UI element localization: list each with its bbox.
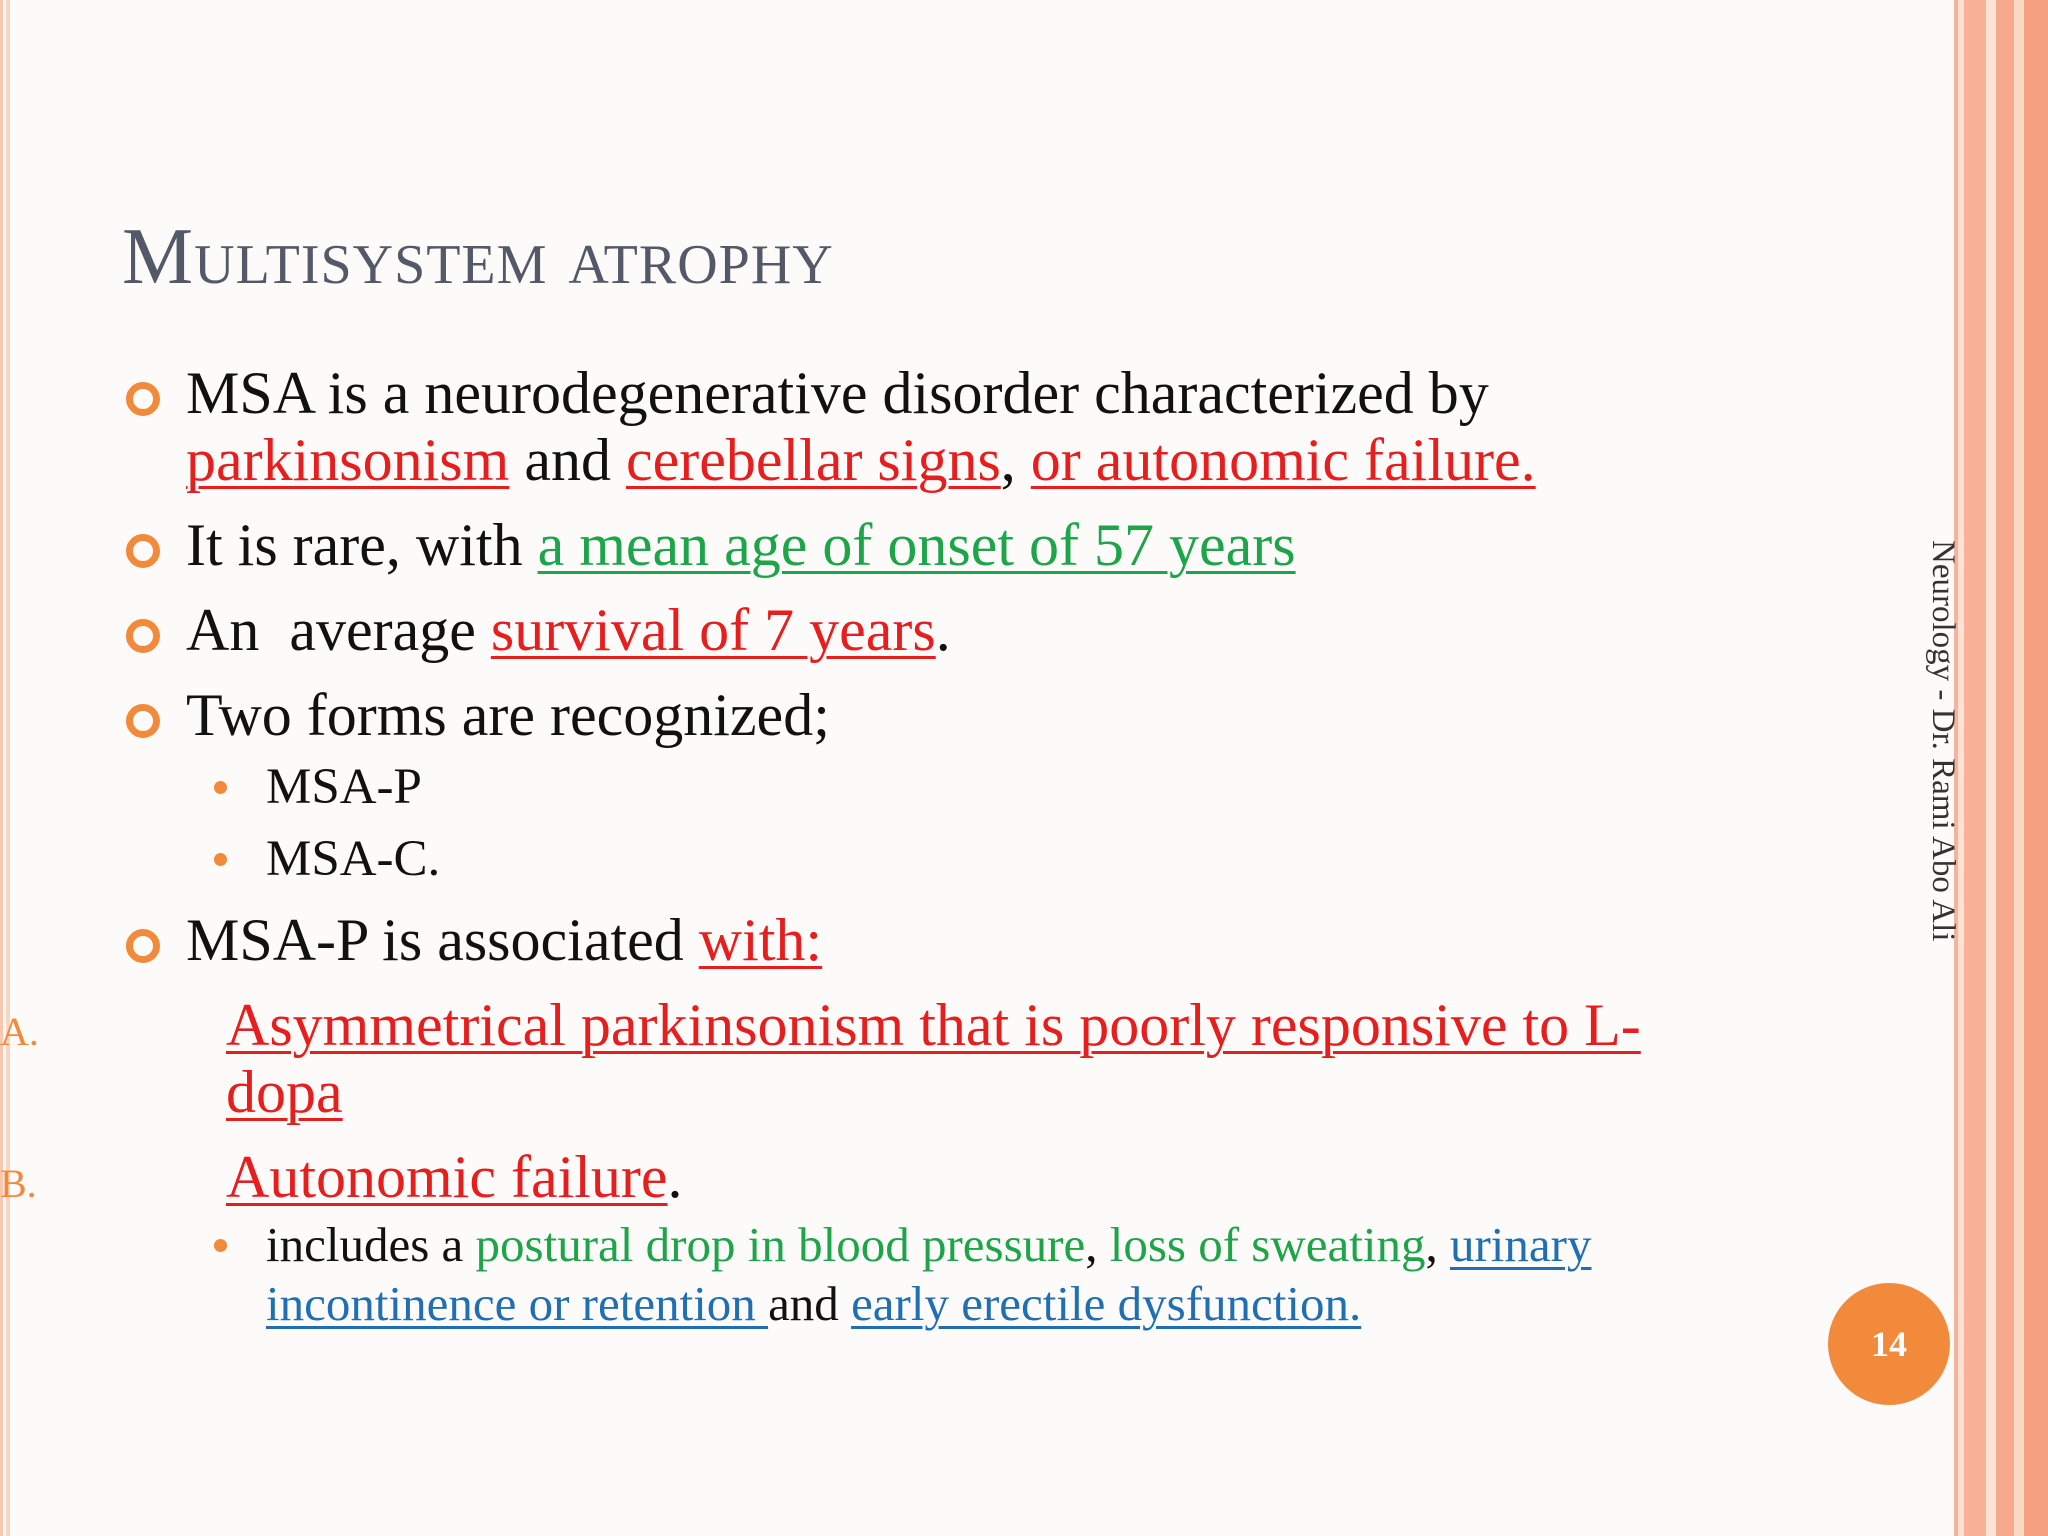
sub-item-autonomic-details: includes a postural drop in blood pressure, loss of sweating, urinary incontinence or retention and early erectile dysfunction.	[122, 1215, 1706, 1333]
bullet-item-onset: It is rare, with a mean age of onset of 57 years	[122, 512, 1772, 579]
bullet-item-forms: Two forms are recognized;	[122, 682, 1772, 749]
circle-bullet-icon	[126, 929, 160, 963]
page-number-badge: 14	[1828, 1283, 1950, 1405]
slide-body	[0, 360, 1772, 1333]
lettered-item-a: A. Asymmetrical parkinsonism that is poorly responsive to L-dopa	[0, 992, 1641, 1125]
list-letter: A.	[0, 1009, 39, 1054]
dot-bullet-icon	[214, 781, 227, 794]
list-letter: B.	[0, 1161, 37, 1206]
vertical-footer-label: Neurology - Dr. Rami Abo Ali	[1925, 540, 1961, 942]
bullet-item-definition: MSA is a neurodegenerative disorder characterized by parkinsonism and cerebellar signs, or autonomic failure.	[122, 360, 1772, 494]
circle-bullet-icon	[126, 382, 160, 416]
dot-bullet-icon	[214, 1239, 227, 1252]
dot-bullet-icon	[214, 853, 227, 866]
sub-item-msa-p: MSA-P	[122, 751, 1772, 823]
lettered-item-b: B. Autonomic failure.	[0, 1144, 1650, 1211]
bullet-item-survival: An average survival of 7 years.	[122, 597, 1772, 664]
circle-bullet-icon	[126, 534, 160, 568]
slide-title: Multisystem atrophy	[122, 213, 834, 301]
circle-bullet-icon	[126, 704, 160, 738]
sub-item-msa-c: MSA-C.	[122, 823, 1772, 895]
bullet-item-msa-p-associated: MSA-P is associated with:	[122, 907, 1772, 974]
right-stripe-decoration	[1954, 0, 2048, 1536]
circle-bullet-icon	[126, 619, 160, 653]
left-edge-decoration	[0, 0, 16, 1536]
